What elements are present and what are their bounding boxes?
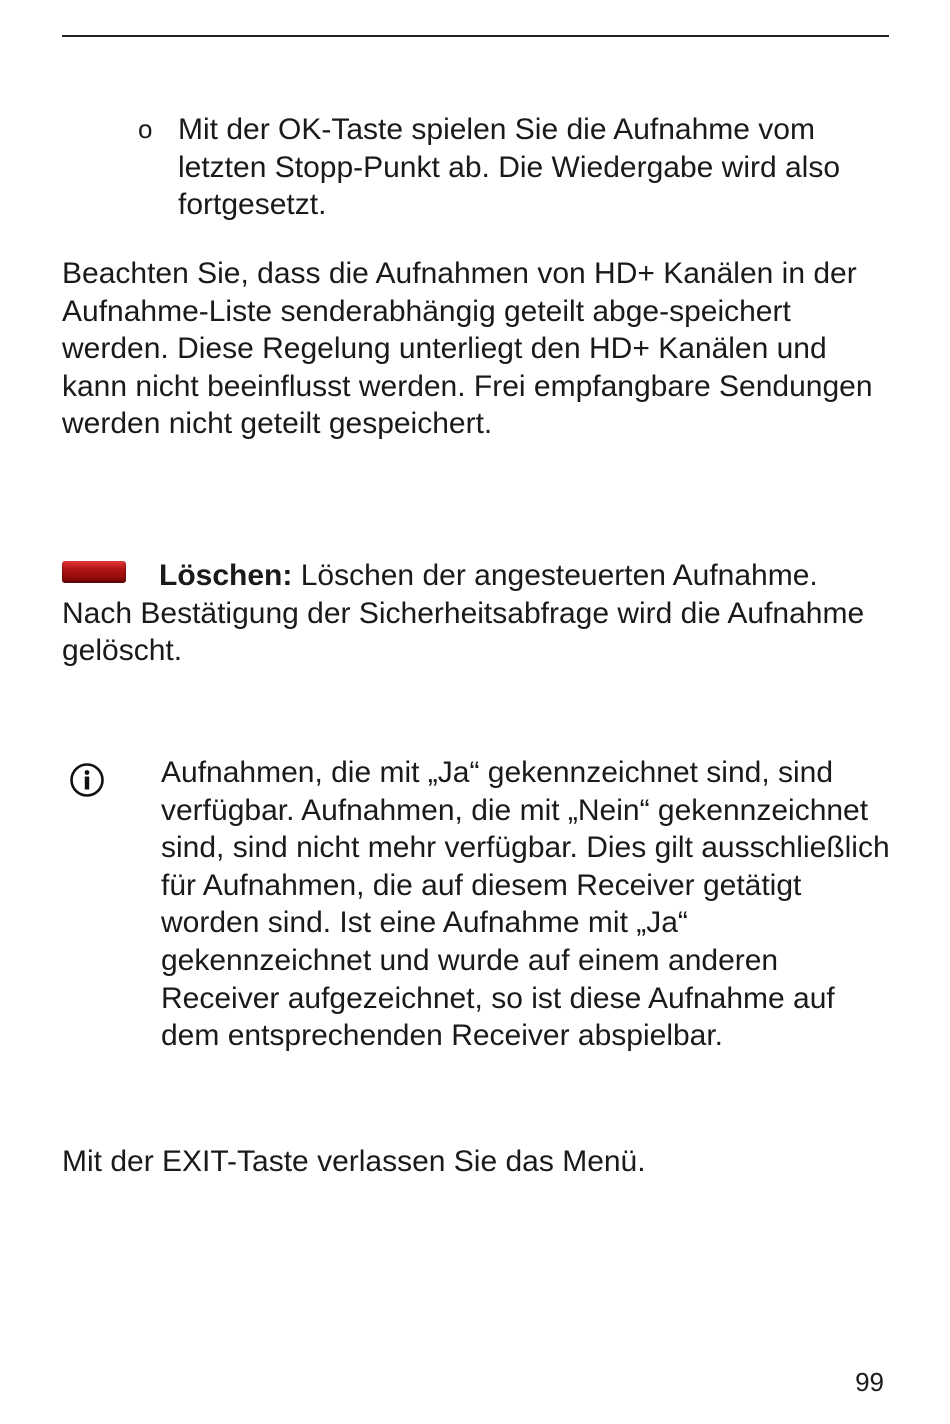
delete-description <box>62 557 892 670</box>
hd-notice-paragraph: Beachten Sie, dass die Aufnahmen von HD+ Kanälen in der Aufnahme-Liste senderabhängig geteilt abge-speichert werden. Diese Regelung unterliegt den HD+ Kanälen und kann nicht beeinflusst werden. Frei empfangbare Sendungen werden nicht geteilt gespeichert. <box>62 257 873 441</box>
bullet-marker: o <box>138 114 153 144</box>
exit-instruction: Mit der EXIT-Taste verlassen Sie das Menü. <box>62 1145 646 1178</box>
bullet-text: Mit der OK-Taste spielen Sie die Aufnahme vom letzten Stopp-Punkt ab. Die Wiedergabe wird also fortgesetzt. <box>178 113 841 222</box>
info-note-text: Aufnahmen, die mit „Ja“ gekennzeichnet sind, sind verfügbar. Aufnahmen, die mit „Nein“ gekennzeichnet sind, sind nicht mehr verfügbar. Dies gilt ausschließlich für Aufnahmen, die auf diesem Receiver getätigt worden sind. Ist eine Aufnahme mit „Ja“ gekennzeichnet und wurde auf einem anderen Receiver aufgezeichnet, so ist diese Aufnahme auf dem entsprechenden Receiver abspielbar. <box>161 756 890 1053</box>
delete-text: Löschen der angesteuerten Aufnahme. Nach Bestätigung der Sicherheitsabfrage wird die Aufnahme gelöscht. <box>62 559 865 668</box>
page-number: 99 <box>855 1367 884 1397</box>
delete-label: Löschen: <box>159 559 293 592</box>
top-divider <box>62 35 889 37</box>
info-icon <box>69 762 105 798</box>
bullet-item <box>138 111 898 224</box>
